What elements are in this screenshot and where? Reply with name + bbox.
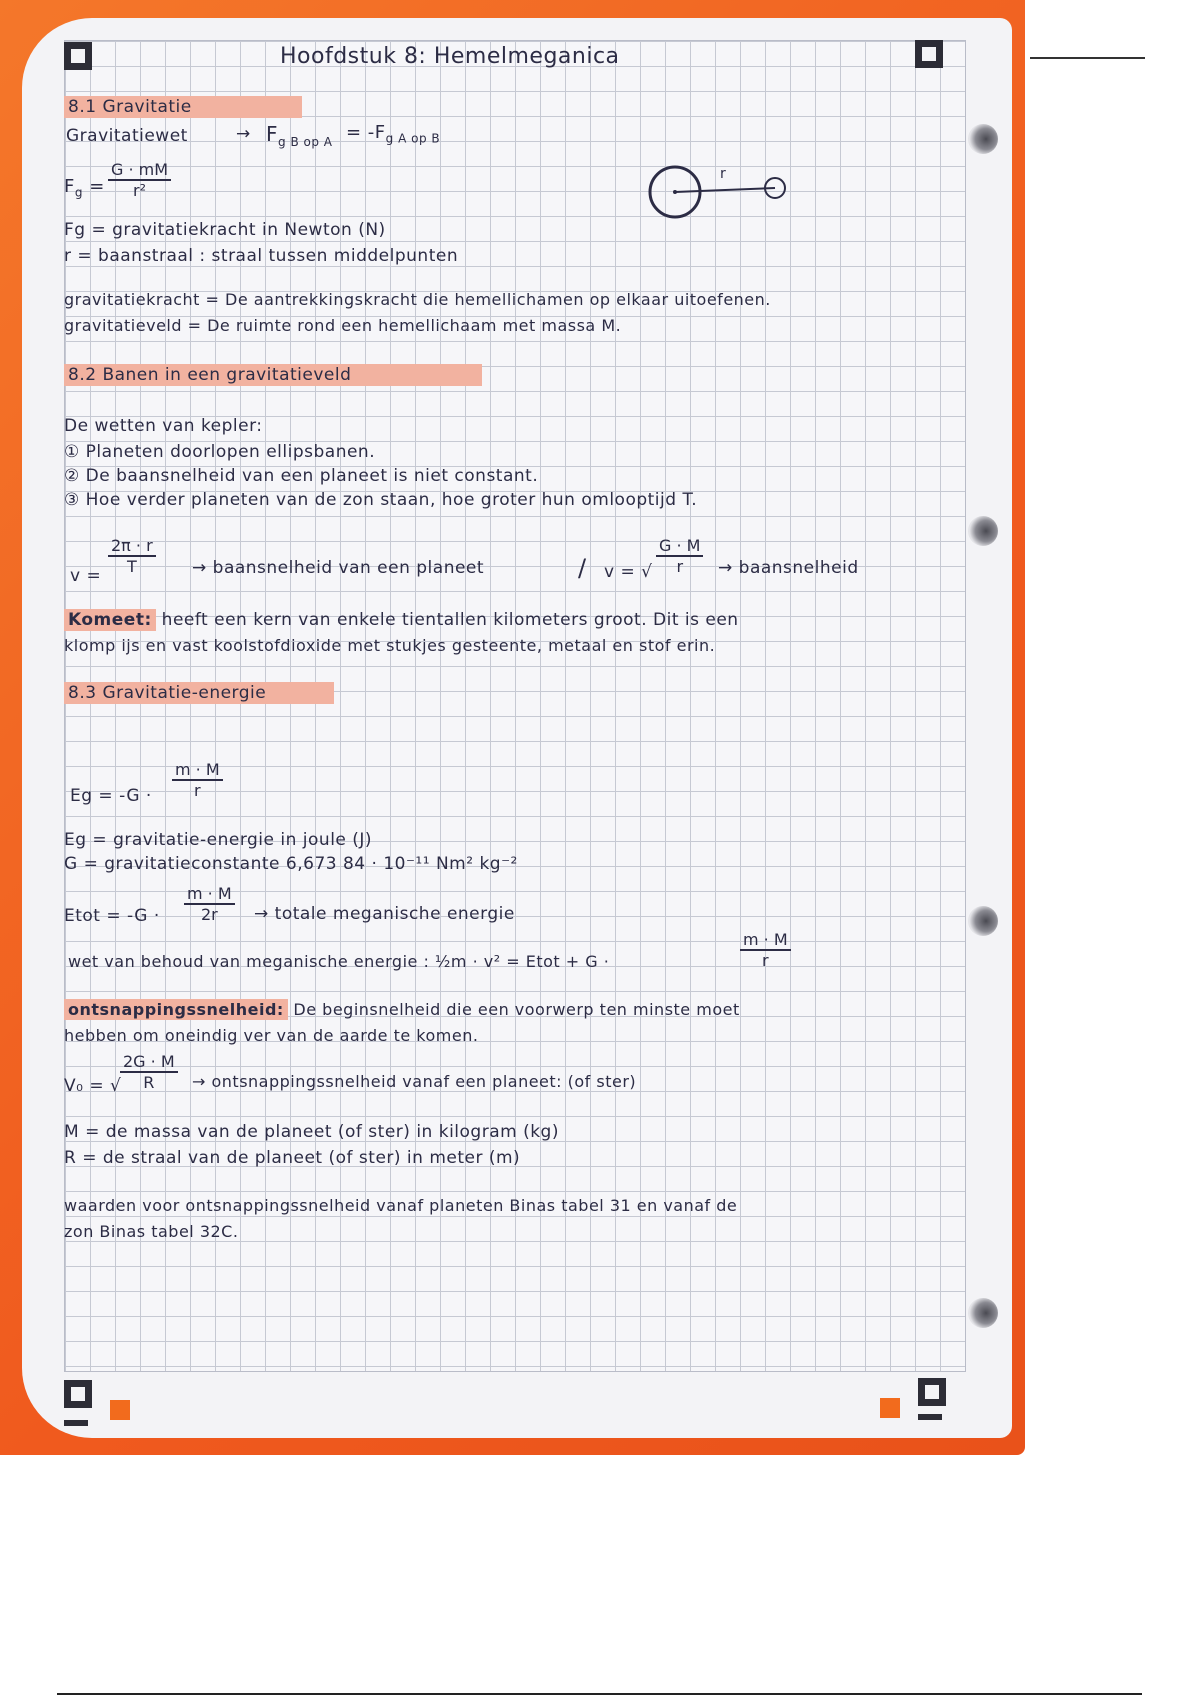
g-definition: G = gravitatieconstante 6,673 84 · 10⁻¹¹ Nm² kg⁻²	[64, 854, 518, 874]
v0-numerator: 2G · M	[120, 1052, 178, 1073]
ontsnappingssnelheid-line-1	[64, 1000, 740, 1019]
kepler-law-2: ② De baansnelheid van een planeet is niet constant.	[64, 466, 539, 486]
radius-definition: R = de straal van de planeet (of ster) in meter (m)	[64, 1148, 521, 1168]
fg-numerator: G · mM	[108, 160, 171, 181]
etot-denominator: 2r	[200, 905, 218, 924]
v0-description: → ontsnappingssnelheid vanaf een planeet: (of ster)	[192, 1072, 637, 1091]
formula-separator: /	[578, 554, 587, 582]
binas-line-2: zon Binas tabel 32C.	[64, 1222, 239, 1241]
v2-numerator: G · M	[656, 536, 703, 557]
fg-fraction	[108, 160, 171, 200]
behoud-formula: wet van behoud van meganische energie : ½m · v² = Etot + G ·	[68, 952, 610, 971]
fg-symbol: F	[64, 176, 75, 197]
eg-fraction	[172, 760, 223, 800]
section-heading-gravitatie: 8.1 Gravitatie	[64, 96, 302, 118]
kepler-intro: De wetten van kepler:	[64, 416, 263, 436]
eg-lhs: Eg = -G ·	[70, 786, 152, 806]
ontsnappingssnelheid-label: ontsnappingssnelheid:	[64, 999, 288, 1020]
gravitatieveld-definition: gravitatieveld = De ruimte rond een hemellichaam met massa M.	[64, 316, 622, 335]
behoud-fraction	[740, 930, 791, 970]
v-description: → baansnelheid van een planeet	[192, 558, 485, 578]
kepler-law-3: ③ Hoe verder planeten van de zon staan, hoe groter hun omlooptijd T.	[64, 490, 698, 510]
v0-fraction	[120, 1052, 178, 1092]
eg-denominator: r	[194, 781, 201, 800]
law-rhs	[346, 122, 440, 146]
law-lhs-symbol: F	[266, 122, 279, 146]
v2-fraction	[656, 536, 703, 576]
v-denominator: T	[126, 557, 137, 576]
komeet-label: Komeet:	[64, 609, 156, 631]
diagram-r-label: r	[720, 166, 727, 182]
mass-definition: M = de massa van de planeet (of ster) in kilogram (kg)	[64, 1122, 559, 1142]
arrow-glyph: →	[236, 124, 251, 144]
komeet-text-2: klomp ijs en vast koolstofdioxide met stukjes gesteente, metaal en stof erin.	[64, 636, 716, 655]
etot-description: → totale meganische energie	[254, 904, 515, 924]
v-lhs: v =	[70, 566, 102, 586]
v0-denominator: R	[143, 1073, 155, 1092]
behoud-numerator: m · M	[740, 930, 791, 951]
eg-definition: Eg = gravitatie-energie in joule (J)	[64, 830, 373, 850]
fg-denominator: r²	[133, 181, 147, 200]
binas-line-1: waarden voor ontsnappingssnelheid vanaf planeten Binas tabel 31 en vanaf de	[64, 1196, 738, 1215]
fg-lhs	[64, 176, 105, 200]
komeet-line-1	[64, 610, 739, 630]
v0-lhs: V₀ = √	[64, 1076, 122, 1096]
section-heading-energie: 8.3 Gravitatie-energie	[64, 682, 334, 704]
fg-subscript: g	[74, 185, 83, 200]
law-rhs-symbol: = -F	[346, 122, 386, 143]
law-rhs-subscript: g A op B	[385, 131, 441, 146]
v2-lhs: v = √	[604, 562, 653, 582]
section-heading-banen: 8.2 Banen in een gravitatieveld	[64, 364, 482, 386]
gravitatiekracht-definition: gravitatiekracht = De aantrekkingskracht die hemellichamen op elkaar uitoefenen.	[64, 290, 771, 309]
fg-equals: =	[89, 176, 105, 197]
ontsnappingssnelheid-text-2: hebben om oneindig ver van de aarde te komen.	[64, 1026, 479, 1045]
gravitatiewet-label: Gravitatiewet	[66, 126, 188, 146]
law-lhs-subscript: g B op A	[278, 135, 333, 149]
eg-numerator: m · M	[172, 760, 223, 781]
behoud-denominator: r	[762, 951, 769, 970]
law-lhs	[266, 122, 332, 149]
fg-definition: Fg = gravitatiekracht in Newton (N)	[64, 220, 386, 240]
v-fraction	[108, 536, 156, 576]
etot-numerator: m · M	[184, 884, 235, 905]
ontsnappingssnelheid-text-1: De beginsnelheid die een voorwerp ten minste moet	[293, 1000, 740, 1019]
v2-denominator: r	[676, 557, 684, 576]
v2-description: → baansnelheid	[718, 558, 859, 578]
komeet-text-1: heeft een kern van enkele tientallen kilometers groot. Dit is een	[161, 610, 739, 630]
page-title: Hoofdstuk 8: Hemelmeganica	[280, 44, 620, 69]
etot-fraction	[184, 884, 235, 924]
v-numerator: 2π · r	[108, 536, 156, 557]
r-definition: r = baanstraal : straal tussen middelpunten	[64, 246, 459, 266]
kepler-law-1: ① Planeten doorlopen ellipsbanen.	[64, 442, 376, 462]
etot-lhs: Etot = -G ·	[64, 906, 160, 926]
